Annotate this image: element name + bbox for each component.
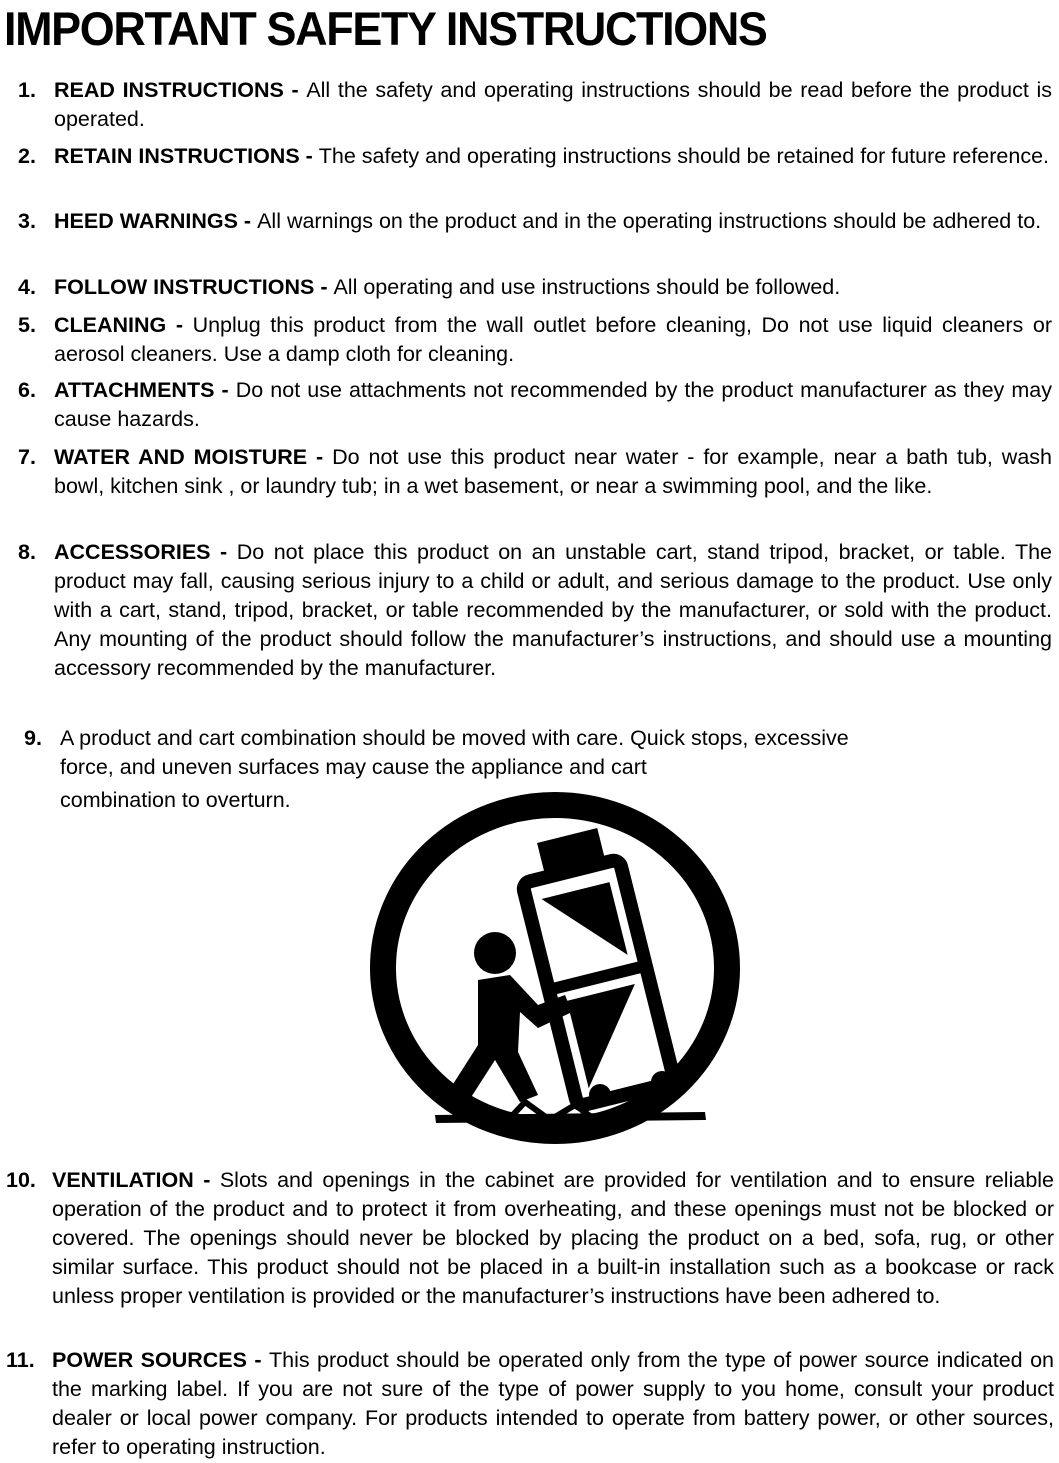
item-body: Do not use attachments not recommended by the product manufacturer as they may cause hazards. bbox=[54, 378, 1052, 431]
item-body: This product should be operated only from the type of power source indicated on the marking label. If you are not sure of the type of power supply to you home, consult your product dealer or local power company. For products intended to operate from battery power, or other sources, refer to operating instruction. bbox=[52, 1348, 1054, 1459]
item-number: 7. bbox=[18, 445, 36, 469]
item-heading: READ INSTRUCTIONS - bbox=[54, 78, 307, 102]
instruction-item-5 bbox=[18, 311, 1052, 369]
item-text bbox=[54, 538, 1052, 683]
instruction-item-1 bbox=[18, 76, 1053, 134]
page-title: IMPORTANT SAFETY INSTRUCTIONS bbox=[4, 2, 767, 55]
instruction-item-4 bbox=[18, 273, 1052, 302]
item-number: 5. bbox=[18, 313, 36, 337]
item-number: 9. bbox=[24, 726, 42, 750]
item-text bbox=[54, 443, 1052, 501]
item-heading: RETAIN INSTRUCTIONS - bbox=[54, 144, 319, 168]
item-body: Do not place this product on an unstable cart, stand tripod, bracket, or table. The product may fall, causing serious injury to a child or adult, and serious damage to the product. Use only with a cart, stand, tripod, bracket, or table recommended by the manufacturer, or sold with the product. Any mounting of the product should follow the manufacturer’s instructions, and should use a mounting accessory recommended by the manufacturer. bbox=[54, 540, 1052, 680]
item-number: 6. bbox=[18, 378, 36, 402]
item-number: 1. bbox=[18, 78, 36, 102]
item-number: 8. bbox=[18, 540, 36, 564]
item-text bbox=[54, 142, 1052, 171]
item-heading: WATER AND MOISTURE - bbox=[54, 445, 333, 469]
item-heading: CLEANING - bbox=[54, 313, 193, 337]
item-text bbox=[52, 1346, 1054, 1462]
item-text bbox=[54, 76, 1052, 134]
item-number: 2. bbox=[18, 144, 36, 168]
item-number: 10. bbox=[6, 1168, 36, 1192]
item-body: Do not use this product near water - for example, near a bath tub, wash bowl, kitchen sink , or laundry tub; in a wet basement, or near a swimming pool, and the like. bbox=[54, 445, 1052, 498]
instruction-item-10 bbox=[6, 1166, 1055, 1311]
instruction-item-8 bbox=[18, 538, 1052, 683]
item-text-line: A product and cart combination should be moved with care. Quick stops, excessive bbox=[60, 726, 849, 750]
item-heading: FOLLOW INSTRUCTIONS - bbox=[54, 275, 334, 299]
item-heading: ATTACHMENTS - bbox=[54, 378, 236, 402]
cart-tipover-warning-icon bbox=[360, 790, 750, 1145]
item-body: The safety and operating instructions should be retained for future reference. bbox=[318, 144, 1050, 168]
instruction-item-2 bbox=[18, 142, 1052, 171]
instruction-item-11 bbox=[6, 1346, 1054, 1462]
item-body: Slots and openings in the cabinet are provided for ventilation and to ensure reliable operation of the product and to protect it from overheating, and these openings must not be blocked or covered. The openings should never be blocked by placing the product on a bed, sofa, rug, or other similar surface. This product should not be placed in a built-in installation such as a bookcase or rack unless proper ventilation is provided or the manufacturer’s instructions have been adhered to. bbox=[52, 1168, 1055, 1308]
item-text bbox=[54, 376, 1052, 434]
item-body: Unplug this product from the wall outlet before cleaning, Do not use liquid cleaners or aerosol cleaners. Use a damp cloth for cleaning. bbox=[54, 313, 1052, 366]
item-heading: HEED WARNINGS - bbox=[54, 209, 258, 233]
item-text-line: force, and uneven surfaces may cause the appliance and cart bbox=[60, 755, 647, 779]
item-body: All the safety and operating instructions should be read before the product is operated. bbox=[54, 78, 1053, 131]
instruction-item-7 bbox=[18, 443, 1052, 501]
item-text bbox=[54, 207, 1052, 236]
item-heading: VENTILATION - bbox=[52, 1168, 220, 1192]
item-text-line: combination to overturn. bbox=[60, 788, 291, 812]
item-body: All operating and use instructions should be followed. bbox=[333, 275, 841, 299]
instruction-item-3 bbox=[18, 207, 1052, 236]
item-text bbox=[54, 311, 1052, 369]
item-body: All warnings on the product and in the operating instructions should be adhered to. bbox=[257, 209, 1042, 233]
item-text bbox=[52, 1166, 1054, 1311]
item-number: 4. bbox=[18, 275, 36, 299]
instruction-item-6 bbox=[18, 376, 1052, 434]
item-number: 11. bbox=[6, 1348, 35, 1372]
item-heading: POWER SOURCES - bbox=[52, 1348, 269, 1372]
item-heading: ACCESSORIES - bbox=[54, 540, 237, 564]
item-text bbox=[54, 273, 1052, 302]
item-number: 3. bbox=[18, 209, 36, 233]
